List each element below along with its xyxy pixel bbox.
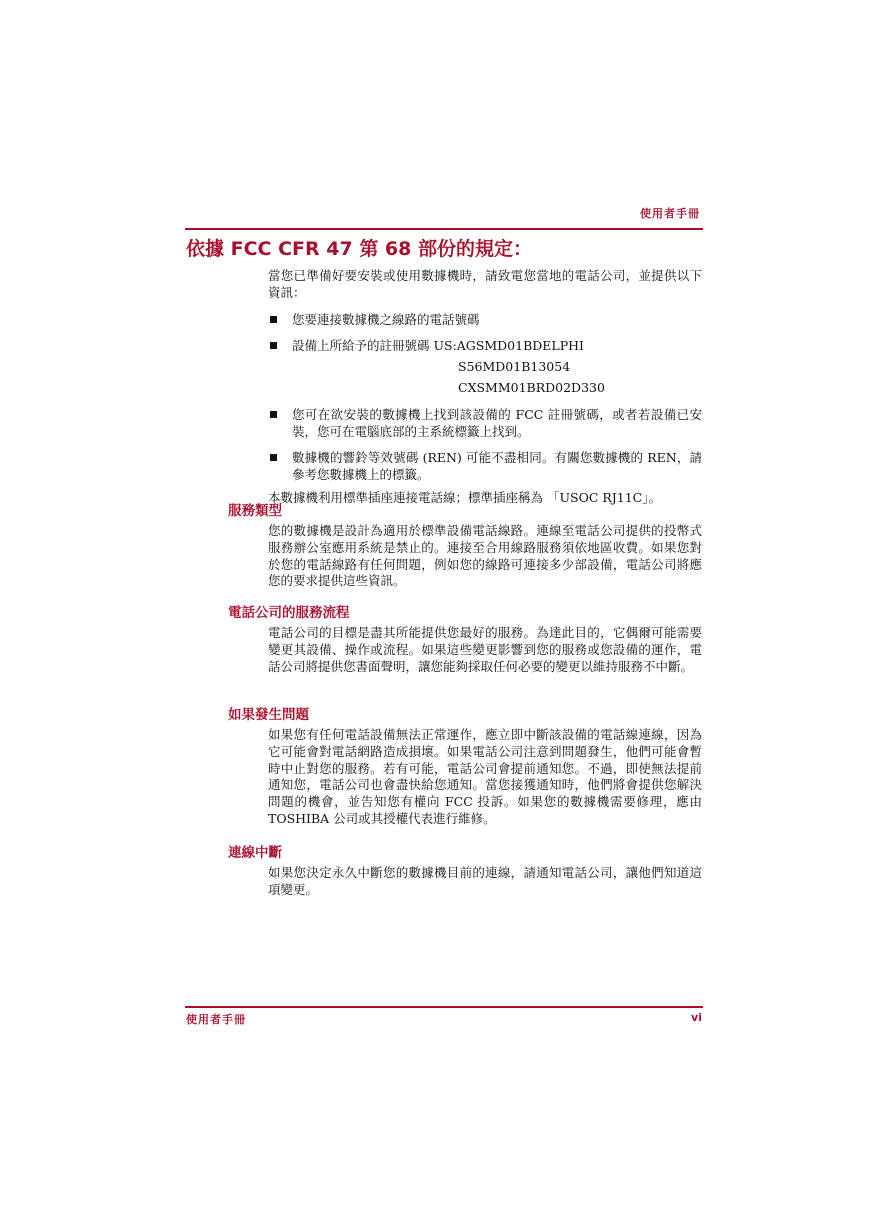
bullet-square-icon (270, 342, 277, 349)
bullet-square-icon (270, 411, 277, 418)
bullet-text: 您要連接數據機之線路的電話號碼 (292, 311, 480, 327)
footer-rule (185, 1006, 703, 1008)
jack-note: 本數據機利用標準插座連接電話線；標準插座稱為 「USOC RJ11C」。 (268, 489, 662, 505)
bullet-text: 設備上所給予的註冊號碼 US:AGSMD01BDELPHI (292, 338, 584, 354)
section-paragraph: 您的數據機是設計為適用於標準設備電話線路。連線至電話公司提供的投幣式服務辦公室應用系統是禁止的。連接至合用線路服務須依地區收費。如果您對於您的電話線路有任何問題，例如您的線路可連接多少部設備，電話公司將應您的要求提供這些資訊。 (268, 523, 702, 589)
section-body-problems (268, 727, 702, 828)
bullet-square-icon (270, 454, 277, 461)
running-header: 使用者手冊 (640, 207, 700, 220)
section-paragraph: 如果您有任何電話設備無法正常運作，應立即中斷該設備的電話線連線，因為它可能會對電話網路造成損壞。如果電話公司注意到問題發生，他們可能會暫時中止對您的服務。若有可能，電話公司會提前通知您。不過，即使無法提前通知您，電話公司也會盡快給您通知。當您接獲通知時，他們將會提供您解決問題的機會，並告知您有權向 FCC 投訴。如果您的數據機需要修理，應由 TOSHIBA 公司或其授權代表進行維修。 (268, 727, 702, 826)
registration-number: CXSMM01BRD02D330 (458, 379, 605, 395)
page-title: 依據 FCC CFR 47 第 68 部份的規定： (186, 238, 532, 260)
section-body-procedures (268, 625, 702, 675)
section-heading-disconnect: 連線中斷 (228, 845, 282, 861)
bullet-item (268, 312, 702, 329)
registration-number: S56MD01B13054 (458, 359, 571, 375)
section-body-disconnect (268, 865, 702, 899)
running-footer: 使用者手冊 (186, 1013, 246, 1026)
header-rule (185, 228, 703, 230)
bullet-square-icon (270, 316, 277, 323)
bullet-item (268, 407, 702, 441)
section-heading-procedures: 電話公司的服務流程 (228, 605, 350, 621)
section-heading-problems: 如果發生問題 (228, 707, 309, 723)
section-paragraph: 電話公司的目標是盡其所能提供您最好的服務。為達此目的，它偶爾可能需要變更其設備、操作或流程。如果這些變更影響到您的服務或您設備的運作，電話公司將提供您書面聲明，讓您能夠採取任何必要的變更以維持服務不中斷。 (268, 625, 702, 674)
bullet-text: 您可在欲安裝的數據機上找到該設備的 FCC 註冊號碼，或者若設備已安裝，您可在電腦底部的主系統標籤上找到。 (292, 406, 702, 439)
bullet-text: 數據機的響鈴等效號碼 (REN) 可能不盡相同。有關您數據機的 REN，請參考您數據機上的標籤。 (292, 450, 702, 483)
section-body-service-type (268, 523, 702, 590)
bullet-item (268, 450, 702, 484)
intro-block (268, 268, 702, 507)
bullet-item (268, 338, 702, 355)
page-number: vi (691, 1011, 702, 1024)
intro-paragraph: 當您已準備好要安裝或使用數據機時，請致電您當地的電話公司，並提供以下資訊： (268, 268, 702, 300)
section-heading-service-type: 服務類型 (228, 503, 282, 519)
section-paragraph: 如果您決定永久中斷您的數據機目前的連線，請通知電話公司，讓他們知道這項變更。 (268, 865, 702, 897)
